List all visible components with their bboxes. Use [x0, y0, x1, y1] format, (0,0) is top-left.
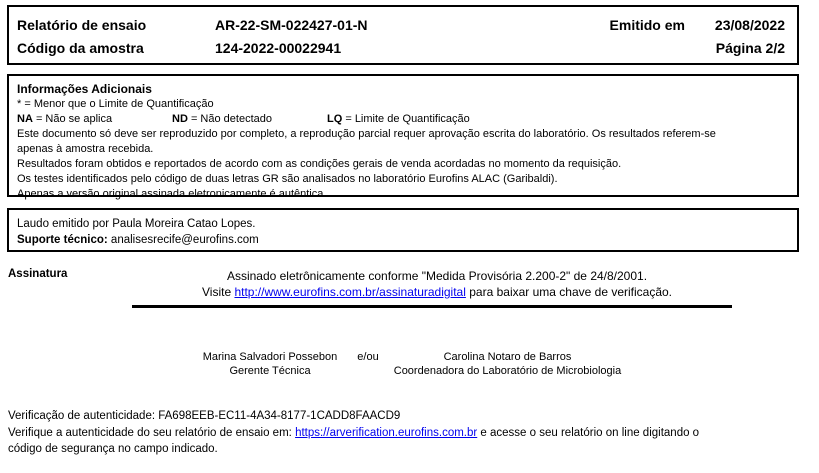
signer-separator: e/ou: [357, 351, 379, 363]
header-box: [7, 5, 799, 65]
contact-box: [7, 208, 799, 252]
abbrev-nd: ND = Não detectado: [172, 113, 272, 125]
signature-line1: Assinado eletrônicamente conforme "Medida Provisória 2.200-2" de 24/8/2001.: [226, 269, 648, 283]
signer-right: [385, 351, 630, 378]
asterisk-legend: * = Menor que o Limite de Quantificação: [17, 98, 214, 110]
assinatura-digital-link[interactable]: http://www.eurofins.com.br/assinaturadigital: [234, 285, 466, 299]
signer-role: Gerente Técnica: [229, 364, 311, 377]
authenticity-code-line: Verificação de autenticidade: FA698EEB-EC11-4A34-8177-1CADD8FAACD9: [8, 410, 401, 422]
report-label: Relatório de ensaio: [17, 17, 147, 33]
additional-info-box: [7, 74, 799, 200]
signature-statement: [107, 268, 767, 300]
signer-role: Coordenadora do Laboratório de Microbiologia: [393, 364, 622, 377]
note-reproduction-2: apenas à amostra recebida.: [17, 143, 154, 155]
verification-footer: [8, 408, 814, 458]
header-row-sample: [17, 37, 785, 60]
note-reproduction-1: Este documento só deve ser reproduzido por completo, a reprodução parcial requer aprovação escrita do laboratório. Os resultados referem-se: [17, 128, 716, 140]
support-email: analisesrecife@eurofins.com: [107, 234, 259, 246]
page-indicator: Página 2/2: [715, 40, 785, 56]
report-number: AR-22-SM-022427-01-N: [215, 17, 368, 33]
signature-line2: Visite http://www.eurofins.com.br/assinaturadigital para baixar uma chave de verificação.: [201, 285, 673, 299]
abbrev-lq: LQ = Limite de Quantificação: [327, 113, 470, 125]
signature-divider-line: [132, 305, 732, 308]
signer-name: Marina Salvadori Possebon: [202, 351, 338, 363]
signature-label: Assinatura: [8, 268, 68, 280]
arverification-link[interactable]: https://arverification.eurofins.com.br: [295, 426, 478, 439]
note-authentic-version: Apenas a versão original assinada eletronicamente é autêntica.: [17, 188, 327, 200]
note-gr-tests: Os testes identificados pelo código de duas letras GR são analisados no laboratório Eurofins ALAC (Garibaldi).: [17, 173, 558, 185]
signer-name: Carolina Notaro de Barros: [443, 351, 572, 363]
note-conditions: Resultados foram obtidos e reportados de acordo com as condições gerais de venda acordadas no momento da requisição.: [17, 158, 622, 170]
sample-label: Código da amostra: [17, 40, 144, 56]
verify-instruction-line: Verifique a autenticidade do seu relatório de ensaio em: https://arverification.eurofins.com.br e acesse o seu relatório on line digitando o: [8, 426, 700, 439]
support-line: [17, 232, 789, 248]
issued-label: Emitido em: [609, 17, 685, 33]
support-label: Suporte técnico:: [17, 234, 108, 246]
abbrev-na: NA = Não se aplica: [17, 113, 113, 125]
sample-code: 124-2022-00022941: [215, 40, 342, 56]
issued-by-line: Laudo emitido por Paula Moreira Catao Lopes.: [17, 218, 256, 230]
header-row-report: [17, 14, 785, 37]
issued-date: 23/08/2022: [714, 17, 785, 33]
additional-info-title: Informações Adicionais: [17, 82, 152, 96]
verify-instruction-line2: código de segurança no campo indicado.: [8, 443, 218, 455]
abbreviation-legend: [17, 112, 789, 127]
signer-left: [170, 351, 370, 378]
